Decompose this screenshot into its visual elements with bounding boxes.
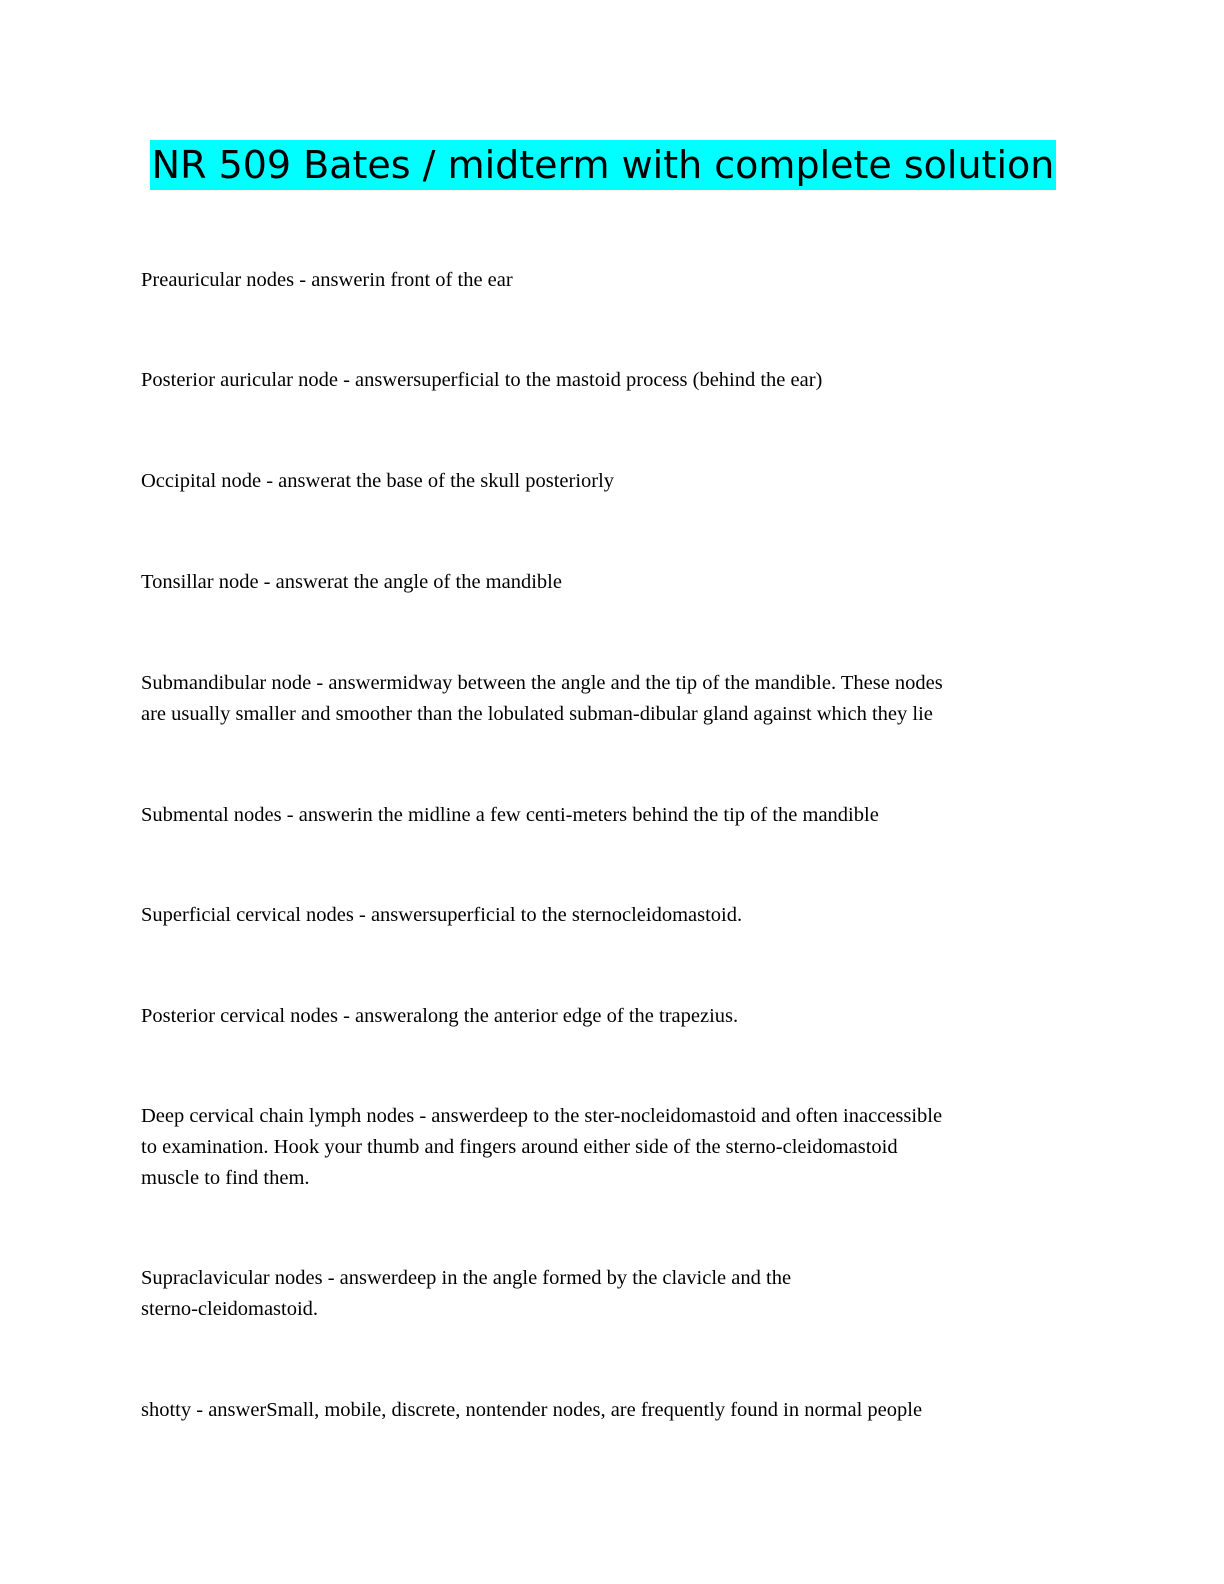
qa-line: Occipital node - answerat the base of the skull posteriorly — [141, 470, 615, 492]
qa-item — [141, 466, 1091, 497]
qa-line: Deep cervical chain lymph nodes - answerdeep to the ster-nocleidomastoid and often inaccessible — [141, 1105, 943, 1127]
page-title: NR 509 Bates / midterm with complete solution — [150, 140, 1057, 190]
qa-item — [141, 668, 1091, 730]
qa-item — [141, 900, 1091, 931]
qa-line: Submental nodes - answerin the midline a few centi-meters behind the tip of the mandible — [141, 804, 879, 826]
qa-item — [141, 1263, 1091, 1325]
qa-line: Posterior cervical nodes - answeralong the anterior edge of the trapezius. — [141, 1005, 739, 1027]
qa-item — [141, 1101, 1091, 1194]
qa-line: sterno-cleidomastoid. — [141, 1298, 319, 1320]
qa-item — [141, 265, 1091, 296]
qa-line: to examination. Hook your thumb and fingers around either side of the sterno-cleidomastoid — [141, 1136, 898, 1158]
qa-line: Posterior auricular node - answersuperficial to the mastoid process (behind the ear) — [141, 369, 823, 391]
title-container — [0, 140, 1224, 190]
qa-line: Submandibular node - answermidway between the angle and the tip of the mandible. These nodes — [141, 672, 943, 694]
qa-item — [141, 365, 1091, 396]
qa-line: Preauricular nodes - answerin front of the ear — [141, 269, 513, 291]
qa-item — [141, 567, 1091, 598]
qa-line: Supraclavicular nodes - answerdeep in the angle formed by the clavicle and the — [141, 1267, 792, 1289]
qa-item — [141, 1001, 1091, 1032]
qa-line: are usually smaller and smoother than the lobulated subman-dibular gland against which they lie — [141, 703, 933, 725]
qa-item — [141, 800, 1091, 831]
qa-line: Superficial cervical nodes - answersuperficial to the sternocleidomastoid. — [141, 904, 743, 926]
qa-line: shotty - answerSmall, mobile, discrete, nontender nodes, are frequently found in normal people — [141, 1399, 923, 1421]
qa-item — [141, 1395, 1091, 1426]
qa-line: muscle to find them. — [141, 1167, 310, 1189]
qa-line: Tonsillar node - answerat the angle of the mandible — [141, 571, 562, 593]
